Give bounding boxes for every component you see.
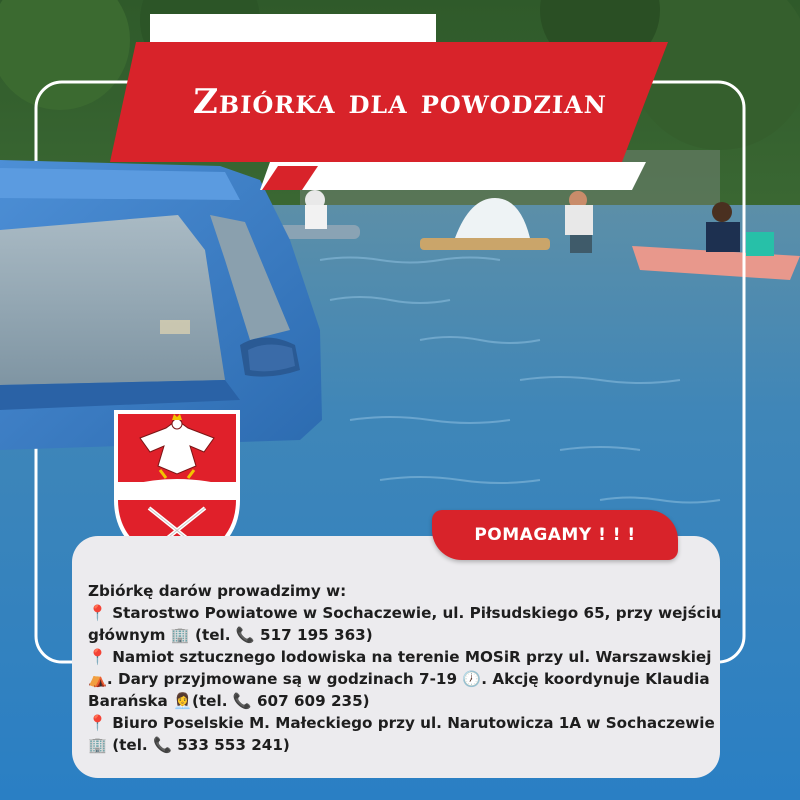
phone-number: 607 609 235) bbox=[256, 692, 370, 710]
phone-icon: 📞 bbox=[235, 626, 255, 644]
phone-prefix: (tel. bbox=[195, 626, 231, 644]
phone-prefix: (tel. bbox=[191, 692, 228, 710]
person-icon: 👩‍💼 bbox=[173, 692, 192, 710]
pin-icon: 📍 bbox=[88, 714, 107, 732]
location-text: głównym bbox=[88, 626, 166, 644]
pomagamy-badge: POMAGAMY ! ! ! bbox=[432, 510, 678, 560]
pin-icon: 📍 bbox=[88, 604, 107, 622]
list-item bbox=[88, 646, 712, 668]
coordinator-name: Barańska bbox=[88, 692, 168, 710]
location-text: Starostwo Powiatowe w Sochaczewie, ul. Piłsudskiego 65, przy wejściu bbox=[112, 604, 722, 622]
list-item bbox=[88, 602, 722, 624]
tent-icon: ⛺ bbox=[88, 670, 107, 688]
list-item bbox=[88, 712, 715, 734]
phone-icon: 📞 bbox=[232, 692, 252, 710]
location-text: Namiot sztucznego lodowiska na terenie MOSiR przy ul. Warszawskiej bbox=[112, 648, 712, 666]
coordinator-text: . Akcję koordynuje Klaudia bbox=[481, 670, 710, 688]
building-icon: 🏢 bbox=[88, 736, 107, 754]
list-item bbox=[88, 690, 708, 712]
hours-text: . Dary przyjmowane są w godzinach 7-19 bbox=[106, 670, 458, 688]
phone-number: 533 553 241) bbox=[177, 736, 290, 754]
phone-icon: 📞 bbox=[153, 736, 172, 754]
list-item bbox=[88, 734, 708, 756]
phone-number: 517 195 363) bbox=[260, 626, 373, 644]
pin-icon: 📍 bbox=[88, 648, 107, 666]
location-text: Biuro Poselskie M. Małeckiego przy ul. Narutowicza 1A w Sochaczewie bbox=[112, 714, 715, 732]
page-title: Zbiórka dla powodzian bbox=[192, 82, 608, 122]
donation-info bbox=[88, 580, 722, 756]
list-item bbox=[88, 668, 708, 690]
info-heading: Zbiórkę darów prowadzimy w: bbox=[88, 582, 347, 600]
list-item bbox=[88, 624, 708, 646]
building-icon: 🏢 bbox=[170, 626, 190, 644]
clock-icon: 🕖 bbox=[462, 670, 482, 688]
phone-prefix: (tel. bbox=[112, 736, 148, 754]
